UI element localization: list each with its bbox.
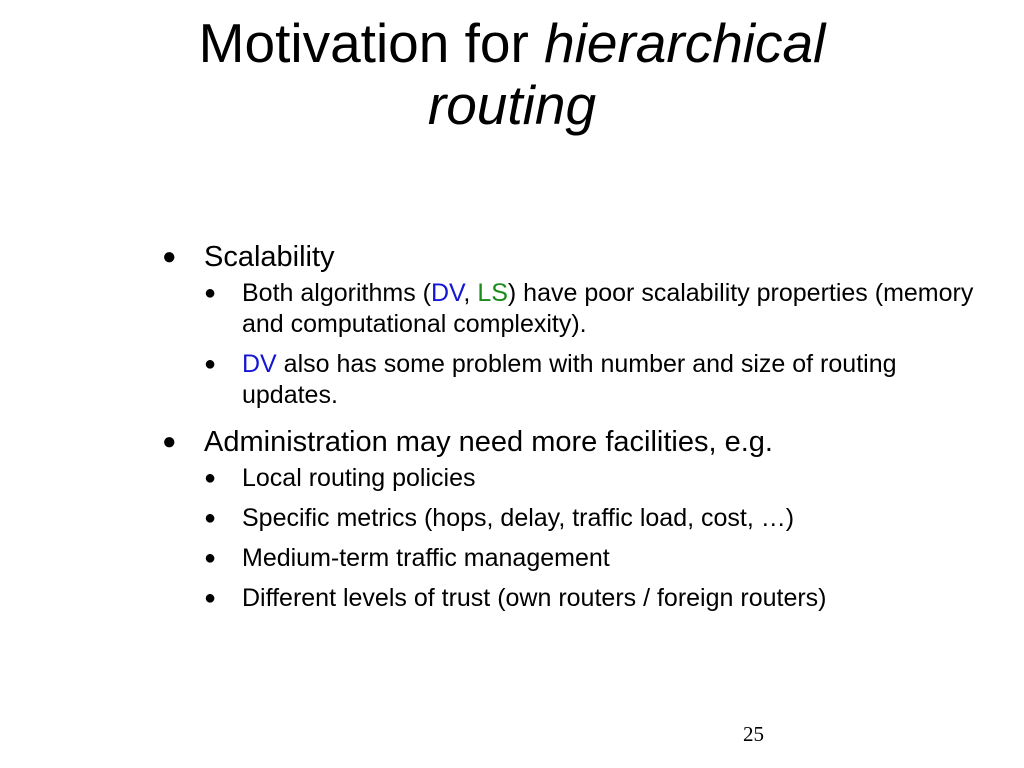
- slide-title: [60, 12, 964, 136]
- ls-label: LS: [477, 279, 508, 307]
- sub-bullet-list: [162, 463, 982, 614]
- sub-bullet-text-prefix: Both algorithms (: [242, 279, 431, 307]
- sub-bullet-item: [162, 349, 982, 411]
- sub-bullet-item: [162, 543, 982, 574]
- page-number: 25: [743, 722, 764, 746]
- dv-label: DV: [242, 350, 277, 378]
- sub-bullet-list: [162, 278, 982, 411]
- bullet-dot-icon: ●: [204, 547, 217, 569]
- sub-bullet-text: Different levels of trust (own routers / foreign routers): [242, 584, 827, 612]
- bullet-group-scalability: [162, 240, 982, 411]
- sub-bullet-text-suffix: ) have poor scalability properties (memory and computational complexity).: [242, 279, 974, 338]
- sub-bullet-item: [162, 503, 982, 534]
- title-emphasis: hierarchical: [544, 12, 826, 74]
- dv-label: DV: [430, 279, 464, 307]
- bullet-dot-icon: ●: [204, 507, 217, 529]
- comma-separator: ,: [463, 279, 478, 307]
- sub-bullet-item: [162, 583, 982, 614]
- sub-bullet-text: Local routing policies: [242, 464, 476, 492]
- title-plain: Motivation for: [198, 12, 545, 74]
- bullet-list: [162, 240, 982, 623]
- bullet-dot-icon: ●: [204, 353, 217, 375]
- sub-bullet-item: [162, 463, 982, 494]
- bullet-item: [162, 240, 982, 274]
- sub-bullet-text: Medium-term traffic management: [242, 544, 610, 572]
- bullet-item: [162, 425, 982, 459]
- sub-bullet-text: Specific metrics (hops, delay, traffic load, cost, …): [242, 504, 795, 532]
- bullet-group-administration: [162, 425, 982, 614]
- bullet-dot-icon: ●: [204, 282, 217, 304]
- bullet-text: Administration may need more facilities, e.g.: [204, 426, 773, 458]
- bullet-text: Scalability: [204, 241, 335, 273]
- bullet-dot-icon: ●: [204, 587, 217, 609]
- bullet-dot-icon: ●: [162, 243, 177, 270]
- title-emphasis-line2: routing: [427, 74, 597, 136]
- sub-bullet-text-suffix: also has some problem with number and size of routing updates.: [242, 350, 897, 409]
- sub-bullet-item: [162, 278, 982, 340]
- bullet-dot-icon: ●: [204, 467, 217, 489]
- bullet-dot-icon: ●: [162, 428, 177, 455]
